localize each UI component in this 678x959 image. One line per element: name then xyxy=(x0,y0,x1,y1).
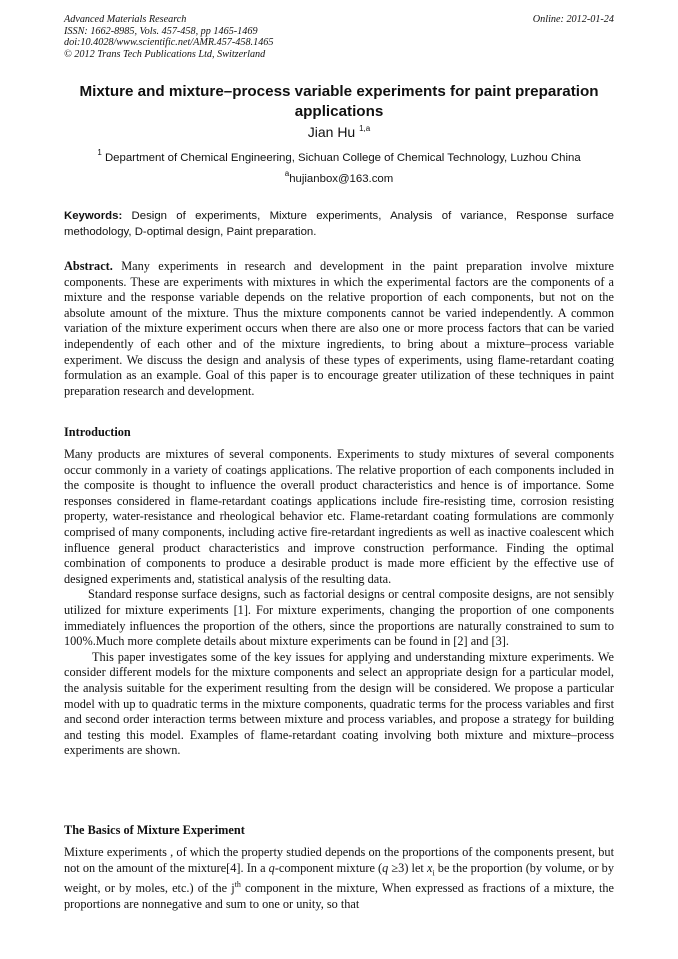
math-x: x xyxy=(426,860,433,875)
keywords-text: Design of experiments, Mixture experiments, Analysis of variance, Response surface methodology, D-optimal design, Paint preparation. xyxy=(64,210,614,238)
journal-issn: ISSN: 1662-8985, Vols. 457-458, pp 1465-1469 xyxy=(64,25,258,37)
journal-copyright: © 2012 Trans Tech Publications Ltd, Switzerland xyxy=(64,48,266,60)
paper-title: Mixture and mixture–process variable experiments for paint preparation applications xyxy=(79,83,599,120)
math-subscript: i xyxy=(432,868,435,878)
text-run: Mixture experiments , of which the property studied depends on the proportions of the components present, but not on the amount of the mixture[4]. In a xyxy=(64,845,614,875)
keywords-label: Keywords: xyxy=(64,210,123,222)
math-q: q xyxy=(382,860,389,875)
section-heading-introduction: Introduction xyxy=(64,425,131,439)
author-superscript: 1,a xyxy=(359,124,371,133)
online-date: Online: 2012-01-24 xyxy=(532,14,614,25)
ordinal-superscript: th xyxy=(234,879,241,889)
math-q: q xyxy=(268,860,275,875)
email-superscript: a xyxy=(284,169,290,178)
journal-doi: doi:10.4028/www.scientific.net/AMR.457-458.1465 xyxy=(64,37,274,49)
author-name: Jian Hu xyxy=(307,124,356,140)
abstract xyxy=(64,259,614,399)
abstract-label: Abstract. xyxy=(64,259,113,273)
affiliation-superscript: 1 xyxy=(97,148,102,157)
affiliation-text: Department of Chemical Engineering, Sichuan College of Chemical Technology, Luzhou China xyxy=(104,152,581,164)
text-run: component in the mixture, When expressed as fractions of a mixture, the proportions are nonnegative and sum to one or unity, so that xyxy=(64,880,615,912)
keywords xyxy=(64,208,614,240)
affiliation xyxy=(64,148,614,166)
text-run: -component mixture ( xyxy=(274,860,383,875)
basics-body xyxy=(64,845,614,913)
author-email[interactable]: hujianbox@163.com xyxy=(289,173,394,185)
email-line xyxy=(64,169,614,187)
text-run: ≥3) let xyxy=(388,860,427,875)
journal-name: Advanced Materials Research xyxy=(64,14,187,25)
text-run: be the proportion (by volume, or by weight, or by moles, etc.) of the j xyxy=(64,860,614,895)
abstract-text: Many experiments in research and development in the paint preparation involve mixture components. These are experiments with mixtures in which the experimental factors are the components of a mixture and the response variable depends on the relative proportion of each components, but not on the absolute amount of the mixture. Thus the mixture components cannot be varied independently. A common variation of the mixture experiment occurs when there are also one or more process factors that can be varied independently of each other and of the mixture ingredients, to bring about a mixture–process variable experiment. We discuss the design and analysis of these types of experiments, using flame-retardant coating formulation as an example. Goal of this paper is to encourage greater utilization of these techniques in paint preparation research and development. xyxy=(64,259,614,398)
author-line xyxy=(64,124,614,143)
introduction-body xyxy=(64,447,614,759)
paragraph: Many products are mixtures of several components. Experiments to study mixtures of several components occur commonly in a variety of coatings applications. The relative proportion of each components included in the composite is thought to influence the overall product characteristics and hence is of importance. Some responses considered in flame-retardant coatings applications include fire-resisting time, corrosion resisting property, water-resistance and rheological behavior etc. Flame-retardant coating formulations are commonly comprised of many components, including active fire-retardant ingredients as well as inactive coalescent which influence general product characteristics and improve construction performance. Finding the optimal combination of components to produce a desirable product is made more efficient by the effective use of designed experiments and, statistical analysis of the resulting data. xyxy=(64,447,614,586)
journal-header xyxy=(64,14,484,60)
paragraph: Standard response surface designs, such as factorial designs or central composite designs, are not sensibly utilized for mixture experiments [1]. For mixture experiments, changing the proportion of one components immediately influences the proportion of the others, since the proportions are naturally constrained to sum to 100%.Much more complete details about mixture experiments can be found in [2] and [3]. xyxy=(64,587,614,649)
section-heading-basics: The Basics of Mixture Experiment xyxy=(64,823,245,837)
paragraph: This paper investigates some of the key issues for applying and understanding mixture experiments. We consider different models for the mixture components and select an appropriate design for a particular model, the analysis suitable for the experiment resulting from the design will be considered. We propose a particular model with up to quadratic terms in the mixture components, quadratic terms for the process variables and first and second order interaction terms between mixture and process variables, and propose a strategy for building and testing this model. Examples of flame-retardant coating involving both mixture and mixture–process experiments are shown. xyxy=(64,649,614,758)
